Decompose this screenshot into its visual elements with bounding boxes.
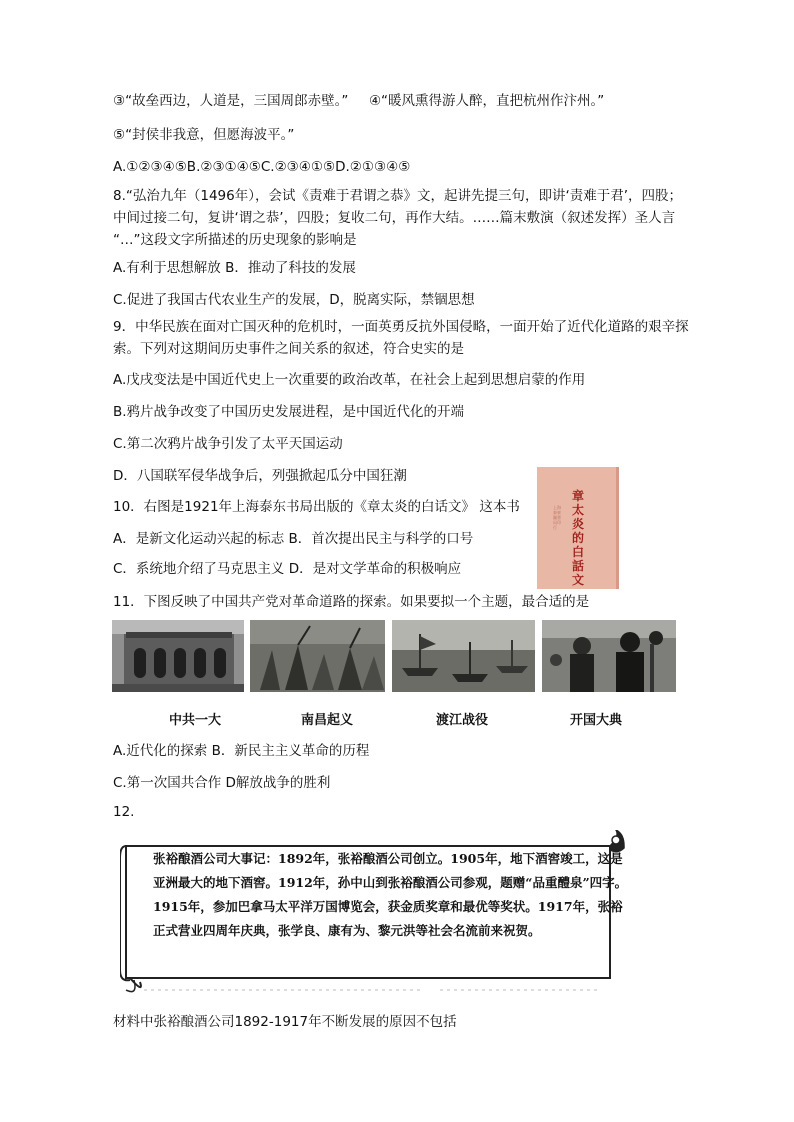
q9-option-a: A.戊戌变法是中国近代史上一次重要的政治改革，在社会上起到思想启蒙的作用	[113, 372, 586, 388]
q7-poem-3: ③“故垒西边，人道是，三国周郎赤壁。”	[113, 93, 349, 109]
book-subtitle: 上海泰東圖書局印行	[553, 505, 561, 530]
q9-option-c: C.第二次鸦片战争引发了太平天国运动	[113, 436, 343, 452]
q10-option-cd: C．系统地介绍了马克思主义 D．是对文学革命的积极响应	[113, 561, 462, 577]
q10-stem: 10．右图是1921年上海泰东书局出版的《章太炎的白话文》 这本书	[113, 499, 520, 515]
q11-option-cd: C.第一次国共合作 D解放战争的胜利	[113, 775, 331, 791]
q10-option-ab: A．是新文化运动兴起的标志 B．首次提出民主与科学的口号	[113, 531, 474, 547]
q11-stem: 11．下图反映了中国共产党对革命道路的探索。如果要拟一个主题，最合适的是	[113, 594, 590, 610]
book-cover-image	[537, 467, 619, 589]
q8-option-ab: A.有利于思想解放 B．推动了科技的发展	[113, 260, 356, 276]
q9-option-b: B.鸦片战争改变了中国历史发展进程，是中国近代化的开端	[113, 404, 465, 420]
q7-poem-line	[113, 92, 604, 110]
q9-stem: 9．中华民族在面对亡国灭种的危机时，一面英勇反抗外国侵略，一面开始了近代化道路的艰辛探索。下列对这期间历史事件之间关系的叙述，符合史实的是	[113, 319, 689, 357]
scroll-text: 张裕酿酒公司大事记：1892年，张裕酿酒公司创立。1905年，地下酒窖竣工，这是亚洲最大的地下酒窖。1912年，孙中山到张裕酿酒公司参观，题赠“品重醴泉”四字。1915年，参加巴拿马太平洋万国博览会，获金质奖章和最优等奖状。1917年，张裕正式营业四周年庆典，张学良、康有为、黎元洪等社会名流前来祝贺。	[153, 851, 628, 938]
q7-poem-4: ④“暖风熏得游人醉，直把杭州作汴州。”	[368, 93, 605, 109]
q12-number: 12.	[113, 804, 135, 820]
q7-options: A.①②③④⑤B.②③①④⑤C.②③④①⑤D.②①③④⑤	[113, 159, 411, 175]
q11-option-ab: A.近代化的探索 B．新民主主义革命的历程	[113, 743, 370, 759]
photo-first-congress	[112, 620, 244, 692]
q12-stem: 材料中张裕酿酒公司1892-1917年不断发展的原因不包括	[113, 1014, 457, 1030]
book-title: 章太炎的白話文	[571, 489, 584, 587]
caption-founding-ceremony: 开国大典	[570, 713, 623, 728]
caption-nanchang-uprising: 南昌起义	[301, 713, 354, 728]
q9-option-d: D．八国联军侵华战争后，列强掀起瓜分中国狂潮	[113, 468, 407, 484]
q8-stem: 8.“弘治九年（1496年），会试《责难于君谓之恭》文，起讲先提三句，即讲‘责难于君’，四股；中间过接二句，复讲‘谓之恭’，四股；复收二句，再作大结。……篇末敷演（叙述发挥）圣人言 “…”这段文字所描述的历史现象的影响是	[113, 188, 683, 248]
photo-river-crossing	[392, 620, 535, 692]
caption-first-congress: 中共一大	[169, 713, 222, 728]
photo-nanchang-uprising	[250, 620, 385, 692]
q7-poem-5: ⑤“封侯非我意，但愿海波平。”	[113, 127, 295, 143]
caption-river-crossing: 渡江战役	[436, 713, 489, 728]
photo-founding-ceremony	[542, 620, 676, 692]
q8-option-cd: C.促进了我国古代农业生产的发展，D，脱离实际，禁锢思想	[113, 292, 475, 308]
